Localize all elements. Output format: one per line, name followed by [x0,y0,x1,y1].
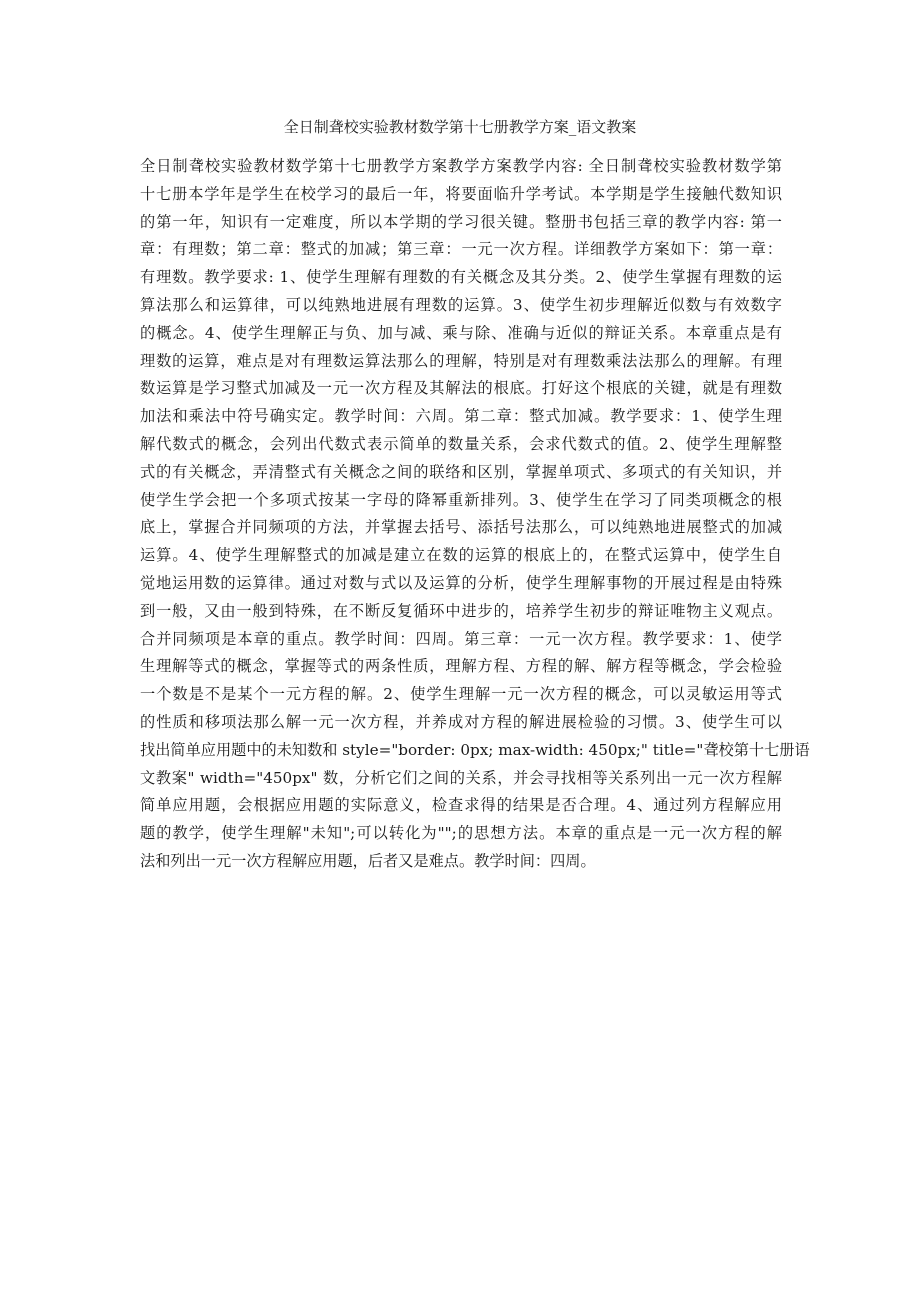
body-text-line: 题的教学，使学生理解"未知";可以转化为"";的思想方法。本章的重点是一元一次方程的解 [140,824,782,843]
document-title: 全日制聋校实验教材数学第十七册教学方案_语文教案 [283,118,637,136]
body-text-line: 觉地运用数的运算律。通过对数与式以及运算的分析，使学生理解事物的开展过程是由特殊 [140,573,782,592]
body-text-line: 底上，掌握合并同频项的方法，并掌握去括号、添括号法那么，可以纯熟地进展整式的加减 [140,518,782,537]
body-text-line: 简单应用题，会根据应用题的实际意义，检查求得的结果是否合理。4、通过列方程解应用 [140,796,782,815]
body-text-line: 合并同频项是本章的重点。教学时间：四周。第三章：一元一次方程。教学要求：1、使学 [140,629,782,648]
body-text-line: 的第一年，知识有一定难度，所以本学期的学习很关键。整册书包括三章的教学内容: 第一 [140,212,782,231]
body-text-line: 理数的运算，难点是对有理数运算法那么的理解，特别是对有理数乘法法那么的理解。有理 [140,351,782,370]
body-text-line: 数运算是学习整式加减及一元一次方程及其解法的根底。打好这个根底的关键，就是有理数 [140,379,782,398]
body-text-line: 到一般，又由一般到特殊，在不断反复循环中进步的，培养学生初步的辩证唯物主义观点。 [140,601,782,620]
document-body [140,153,810,876]
body-text-line: 的性质和移项法那么解一元一次方程，并养成对方程的解进展检验的习惯。3、使学生可以 [140,712,782,731]
body-text-line: 章：有理数；第二章：整式的加减；第三章：一元一次方程。详细教学方案如下：第一章： [140,240,782,259]
body-text-line: 式的有关概念，弄清整式有关概念之间的联络和区别，掌握单项式、多项式的有关知识，并 [140,462,782,481]
body-text-line: 的概念。4、使学生理解正与负、加与减、乘与除、准确与近似的辩证关系。本章重点是有 [140,323,782,342]
body-text-line: 一个数是不是某个一元方程的解。2、使学生理解一元一次方程的概念，可以灵敏运用等式 [140,685,782,704]
body-text-line: 十七册本学年是学生在校学习的最后一年，将要面临升学考试。本学期是学生接触代数知识 [140,184,782,203]
body-text-line: 算法那么和运算律，可以纯熟地进展有理数的运算。3、使学生初步理解近似数与有效数字 [140,295,782,314]
body-text-line: 文教案" width="450px" 数，分析它们之间的关系，并会寻找相等关系列出一元一次方程解 [140,768,782,787]
body-text-line: 法和列出一元一次方程解应用题，后者又是难点。教学时间：四周。 [140,851,596,870]
body-text-line: 使学生学会把一个多项式按某一字母的降幂重新排列。3、使学生在学习了同类项概念的根 [140,490,782,509]
body-text-line: 全日制聋校实验教材数学第十七册教学方案教学方案教学内容: 全日制聋校实验教材数学第 [140,157,782,175]
body-text-line: 加法和乘法中符号确实定。教学时间：六周。第二章：整式加减。教学要求：1、使学生理 [140,407,782,426]
body-text-line: 解代数式的概念，会列出代数式表示简单的数量关系，会求代数式的值。2、使学生理解整 [140,434,782,453]
body-text-line: 运算。4、使学生理解整式的加减是建立在数的运算的根底上的，在整式运算中，使学生自 [140,546,782,565]
body-text-line: 找出简单应用题中的未知数和 style="border: 0px; max-width: 450px;" title="聋校第十七册语 [140,740,810,759]
body-text-line: 生理解等式的概念，掌握等式的两条性质，理解方程、方程的解、解方程等概念，学会检验 [140,657,782,676]
body-text-line: 有理数。教学要求: 1、使学生理解有理数的有关概念及其分类。2、使学生掌握有理数的运 [140,268,782,287]
